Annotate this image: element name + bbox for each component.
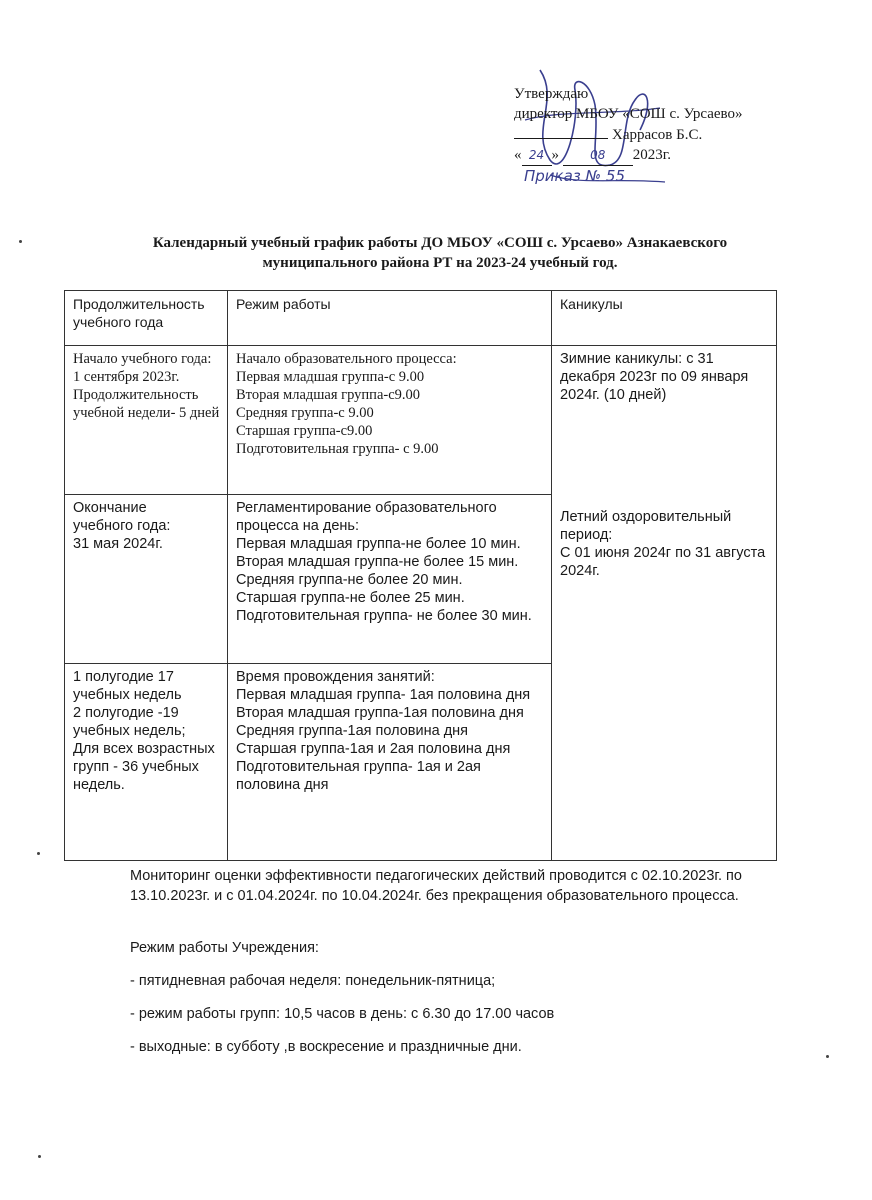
approval-day: 24 <box>522 145 552 166</box>
cell-year-start: Начало учебного года: 1 сентября 2023г. Продолжительность учебной недели- 5 дней <box>65 346 228 495</box>
winter-holidays: Зимние каникулы: с 31 декабря 2023г по 09 января 2024г. (10 дней) <box>560 351 749 403</box>
cell-semesters: 1 полугодие 17 учебных недель 2 полугодие -19 учебных недель; Для всех возрастных групп - 36 учебных недель. <box>65 664 228 861</box>
page-title: Календарный учебный график работы ДО МБОУ «СОШ с. Урсаево» Азнакаевского муниципального района РТ на 2023-24 учебный год. <box>152 235 728 271</box>
schedule-table <box>64 290 777 861</box>
header-duration: Продолжительность учебного года <box>65 291 228 346</box>
header-holidays: Каникулы <box>552 291 777 346</box>
summer-period-title: Летний оздоровительный период: <box>560 509 732 543</box>
signature-blank <box>514 124 608 139</box>
approval-month: 08 <box>563 145 633 166</box>
scan-speck <box>37 852 40 855</box>
regime-item-workweek: - пятидневная рабочая неделя: понедельник-пятница; <box>130 973 496 989</box>
cell-year-end: Окончание учебного года: 31 мая 2024г. <box>65 495 228 664</box>
regime-item-weekends: - выходные: в субботу ,в воскресение и праздничные дни. <box>130 1039 522 1055</box>
regime-item-hours: - режим работы групп: 10,5 часов в день: с 6.30 до 17.00 часов <box>130 1006 555 1022</box>
header-regime: Режим работы <box>228 291 552 346</box>
scan-speck <box>826 1055 829 1058</box>
monitoring-paragraph: Мониторинг оценки эффективности педагогических действий проводится с 02.10.2023г. по 13.10.2023г. и с 01.04.2024г. по 10.04.2024г. без прекращения образовательного процесса. <box>130 868 742 904</box>
approval-signature-line <box>514 124 814 145</box>
order-number: Приказ № 55 <box>524 167 626 185</box>
scan-speck <box>38 1155 41 1158</box>
director-name: Харрасов Б.С. <box>612 127 703 143</box>
approval-title: Утверждаю <box>514 86 589 102</box>
cell-holidays <box>552 346 777 861</box>
approval-position: директор МБОУ «СОШ с. Урсаево» <box>514 106 743 122</box>
cell-class-time: Время провождения занятий: Первая младшая группа- 1ая половина дня Вторая младшая группа-1ая половина дня Средняя группа-1ая половина дня Старшая группа-1ая и 2ая половина дня Подготовительная группа- 1ая и 2ая половина дня <box>228 664 552 861</box>
cell-process-start: Начало образовательного процесса: Первая младшая группа-с 9.00 Вторая младшая группа-с9.00 Средняя группа-с 9.00 Старшая группа-с9.00 Подготовительная группа- с 9.00 <box>228 346 552 495</box>
table-row <box>65 346 777 495</box>
table-header-row <box>65 291 777 346</box>
cell-day-regulation: Регламентирование образовательного процесса на день: Первая младшая группа-не более 10 мин. Вторая младшая группа-не более 15 мин. Средняя группа-не более 20 мин. Старшая группа-не более 25 мин. Подготовительная группа- не более 30 мин. <box>228 495 552 664</box>
approval-year: 2023г. <box>632 147 671 163</box>
approval-date: « 24 » 08 2023г. <box>514 145 814 166</box>
approval-block <box>514 84 814 186</box>
scan-speck <box>19 240 22 243</box>
regime-title: Режим работы Учреждения: <box>130 940 319 956</box>
summer-period-dates: С 01 июня 2024г по 31 августа 2024г. <box>560 545 766 579</box>
